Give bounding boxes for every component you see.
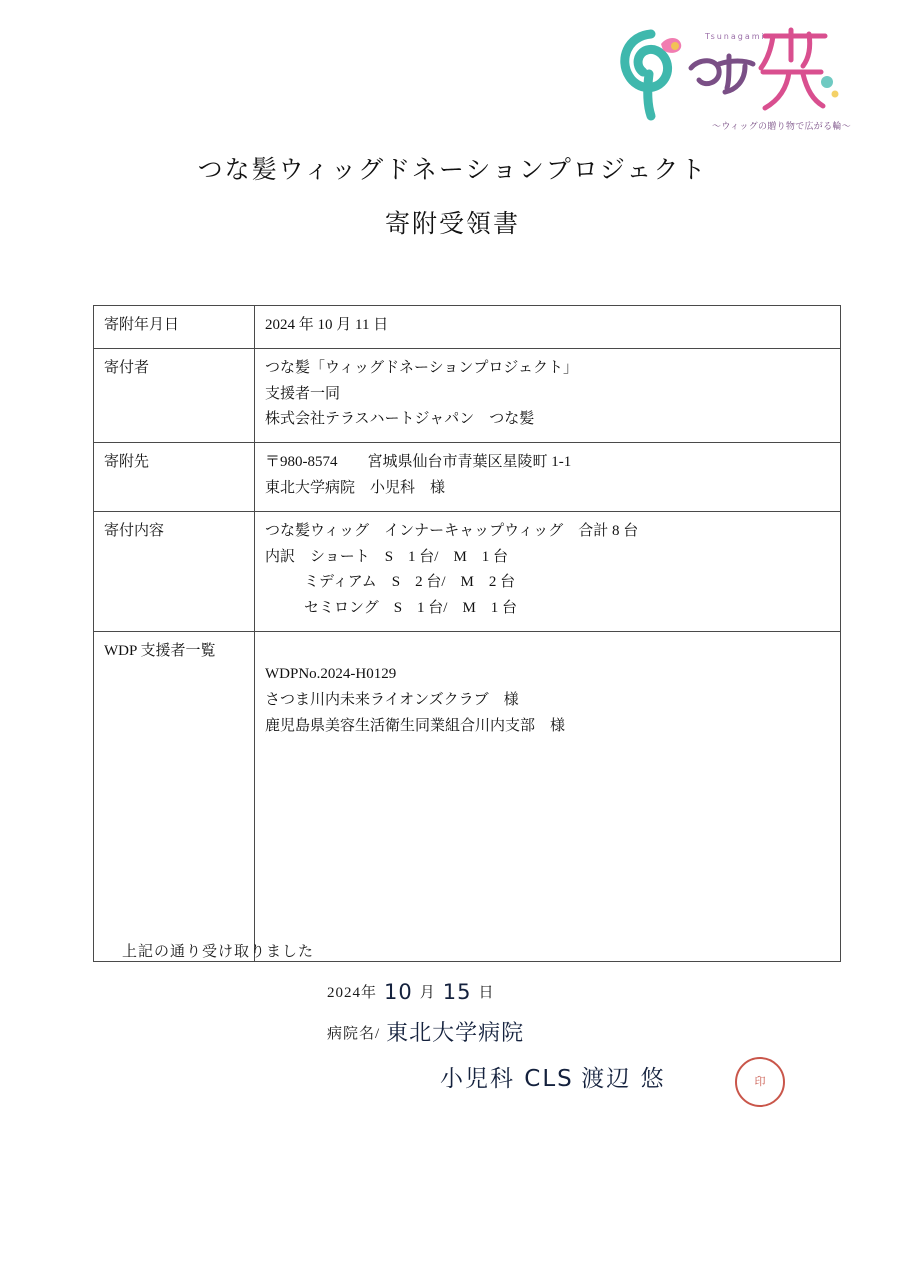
value-line: 支援者一同 [265,385,341,402]
table-row-supporters [94,631,841,961]
signature-department: 小児科 CLS [440,1066,574,1092]
value-line: 2024 年 10 月 11 日 [265,317,389,333]
signature-row [440,1060,666,1093]
value-line-indented: セミロング S 1 台/ M 1 台 [304,600,518,617]
supporter-line: さつま川内未来ライオンズクラブ 様 [265,691,519,708]
hospital-name-handwritten: 東北大学病院 [386,1021,525,1046]
receipt-table [93,305,841,962]
table-row [94,443,841,512]
date-day-handwritten: 15 [442,980,472,1004]
supporter-line: 鹿児島県美容生活衛生同業組合川内支部 様 [265,717,566,734]
row-label-supporter-list: WDP 支援者一覧 [94,631,255,961]
value-line: 東北大学病院 小児科 様 [265,479,446,496]
date-month-handwritten: 10 [384,980,413,1004]
hospital-name-row [327,1014,524,1045]
row-label-donation-date: 寄附年月日 [94,306,255,349]
value-line: 内訳 ショート S 1 台/ M 1 台 [265,548,509,565]
row-value-supporter-list [255,631,841,961]
logo-romaji: Tsunagami [705,32,766,41]
value-line: つな髪ウィッグ インナーキャップウィッグ 合計 8 台 [265,522,639,539]
document-subtitle: 寄附受領書 [384,211,520,238]
acknowledgement-text: 上記の通り受け取りました [122,944,315,960]
table-row [94,348,841,442]
row-label-contents: 寄付内容 [94,511,255,631]
seal-stamp: 印 [735,1057,785,1107]
row-label-donor: 寄付者 [94,348,255,442]
table-row [94,511,841,631]
row-value-donor [255,348,841,442]
logo-tagline: 〜ウィッグの贈り物で広がる輪〜 [712,122,851,132]
hospital-name-label: 病院名/ [327,1026,381,1042]
supporter-line: WDPNo.2024-H0129 [265,665,397,682]
value-line: 〒980-8574 宮城県仙台市青葉区星陵町 1-1 [265,454,572,471]
date-year-value: 2024 [327,985,361,1001]
value-line: 株式会社テラスハートジャパン つな髪 [265,411,535,428]
row-value-donation-date [255,306,841,349]
table-row [94,306,841,349]
signature-name: 渡辺 悠 [581,1066,666,1092]
document-title: つな髪ウィッグドネーションプロジェクト [197,157,708,184]
brand-logo [613,16,853,134]
row-label-recipient: 寄附先 [94,443,255,512]
value-line: つな髪「ウィッグドネーションプロジェクト」 [265,359,579,376]
value-line-indented: ミディアム S 2 台/ M 2 台 [304,574,516,591]
row-value-contents [255,511,841,631]
acknowledgement-date [327,978,495,1002]
row-value-recipient [255,443,841,512]
date-month-unit: 月 [419,985,436,1001]
date-day-unit: 日 [478,985,495,1001]
date-year-unit: 年 [361,985,378,1001]
